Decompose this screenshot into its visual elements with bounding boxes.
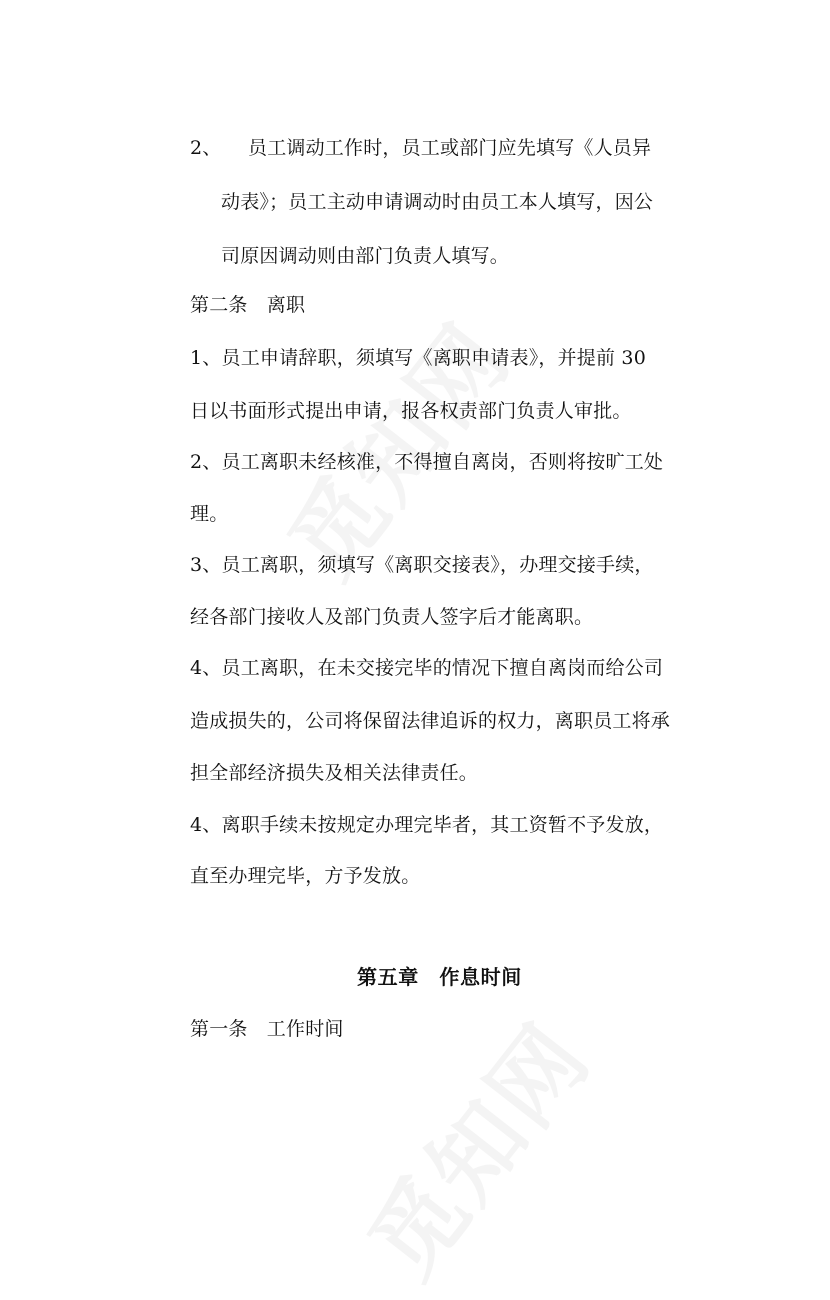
paragraph-line: 4、员工离职，在未交接完毕的情况下擅自离岗而给公司 (190, 657, 664, 679)
paragraph-line: 造成损失的，公司将保留法律追诉的权力，离职员工将承 (190, 710, 671, 732)
paragraph-line: 担全部经济损失及相关法律责任。 (190, 762, 479, 784)
paragraph-line (190, 135, 651, 161)
paragraph-line: 2、员工离职未经核准，不得擅自离岗，否则将按旷工处 (190, 451, 664, 473)
paragraph-line: 3、员工离职，须填写《离职交接表》，办理交接手续， (190, 554, 654, 576)
paragraph-text: 员工调动工作时，员工或部门应先填写《人员异 (248, 137, 652, 159)
chapter-title: 第五章 作息时间 (357, 965, 522, 989)
paragraph-line: 日以书面形式提出申请，报各权责部门负责人审批。 (190, 400, 632, 422)
paragraph-line: 4、离职手续未按规定办理完毕者，其工资暂不予发放， (190, 814, 664, 836)
paragraph-line: 经各部门接收人及部门负责人签字后才能离职。 (190, 606, 594, 628)
article-title: 第二条 离职 (190, 294, 306, 316)
paragraph-line: 1、员工申请辞职，须填写《离职申请表》，并提前 30 (190, 347, 647, 369)
paragraph-line: 理。 (190, 503, 229, 525)
paragraph-line: 直至办理完毕，方予发放。 (190, 865, 421, 887)
article-title: 第一条 工作时间 (190, 1018, 344, 1040)
watermark (333, 992, 614, 1300)
list-number: 2、 (190, 137, 222, 159)
paragraph-line: 动表》；员工主动申请调动时由员工本人填写，因公 (221, 191, 654, 213)
paragraph-line: 司原因调动则由部门负责人填写。 (221, 245, 510, 267)
